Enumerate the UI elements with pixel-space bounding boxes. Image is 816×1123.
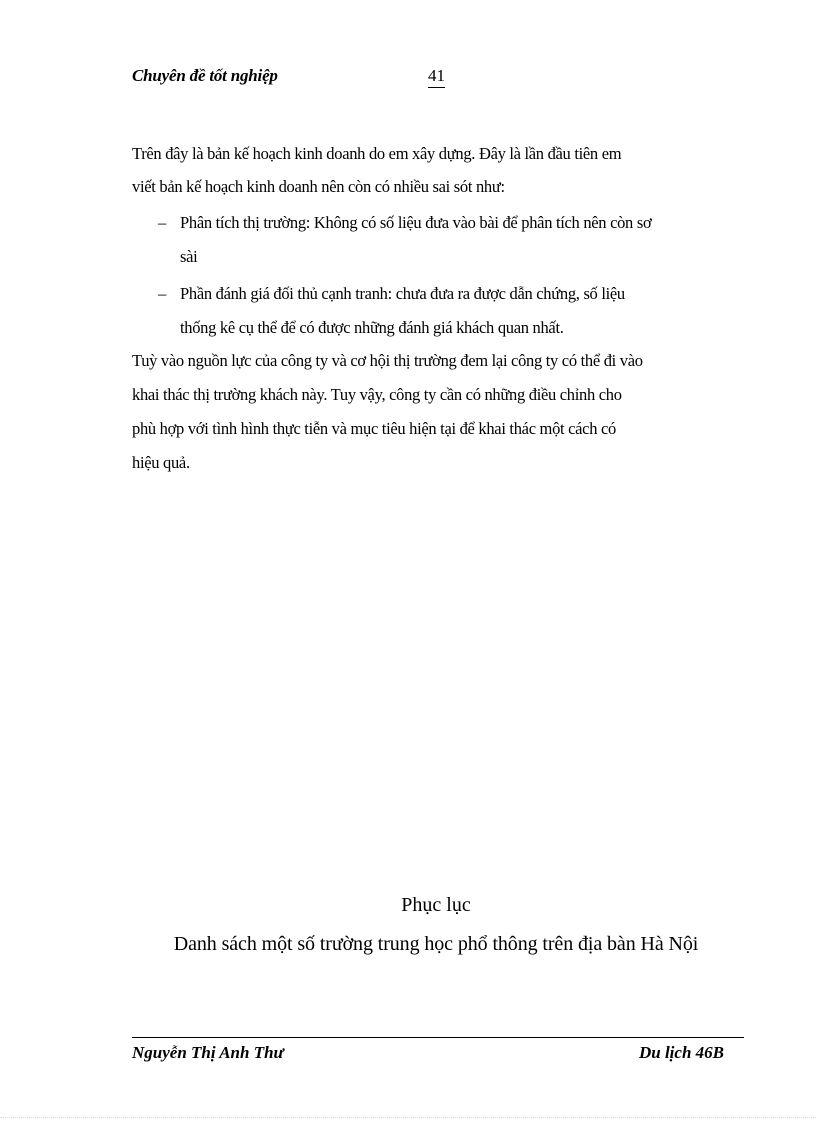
footer-divider bbox=[132, 1037, 744, 1038]
bullet-dash: – bbox=[158, 213, 167, 232]
footer-class: Du lịch 46B bbox=[638, 1043, 724, 1062]
conclusion-line-2: khai thác thị trường khách này. Tuy vậy, công ty cần có những điều chỉnh cho bbox=[132, 385, 622, 404]
intro-line-1: Trên đây là bản kế hoạch kinh doanh do em xây dựng. Đây là lần đầu tiên em bbox=[132, 144, 622, 163]
bullet-dash: – bbox=[158, 284, 167, 303]
bullet-1-line-2: sài bbox=[180, 247, 198, 266]
conclusion-line-3: phù hợp với tình hình thực tiễn và mục tiêu hiện tại để khai thác một cách có bbox=[132, 419, 616, 438]
bullet-1-line-1: Phân tích thị trường: Không có số liệu đưa vào bài để phân tích nên còn sơ bbox=[180, 213, 652, 232]
conclusion-line-4: hiệu quả. bbox=[132, 453, 190, 472]
conclusion-line-1: Tuỳ vào nguồn lực của công ty và cơ hội thị trường đem lại công ty có thể đi vào bbox=[132, 351, 643, 370]
appendix-subtitle: Danh sách một số trường trung học phổ thông trên địa bàn Hà Nội bbox=[173, 933, 699, 955]
appendix-title: Phục lục bbox=[401, 894, 471, 916]
intro-line-2: viết bản kế hoạch kinh doanh nên còn có nhiều sai sót như: bbox=[132, 177, 505, 196]
page-number: 41 bbox=[428, 66, 445, 88]
document-title: Chuyên đề tốt nghiệp bbox=[132, 66, 278, 85]
footer-author: Nguyễn Thị Anh Thư bbox=[132, 1043, 284, 1062]
bullet-2-line-1: Phần đánh giá đối thủ cạnh tranh: chưa đưa ra được dẫn chứng, số liệu bbox=[180, 284, 625, 303]
bullet-2-line-2: thống kê cụ thể để có được những đánh giá khách quan nhất. bbox=[180, 318, 564, 337]
page-edge-divider bbox=[0, 1117, 816, 1118]
